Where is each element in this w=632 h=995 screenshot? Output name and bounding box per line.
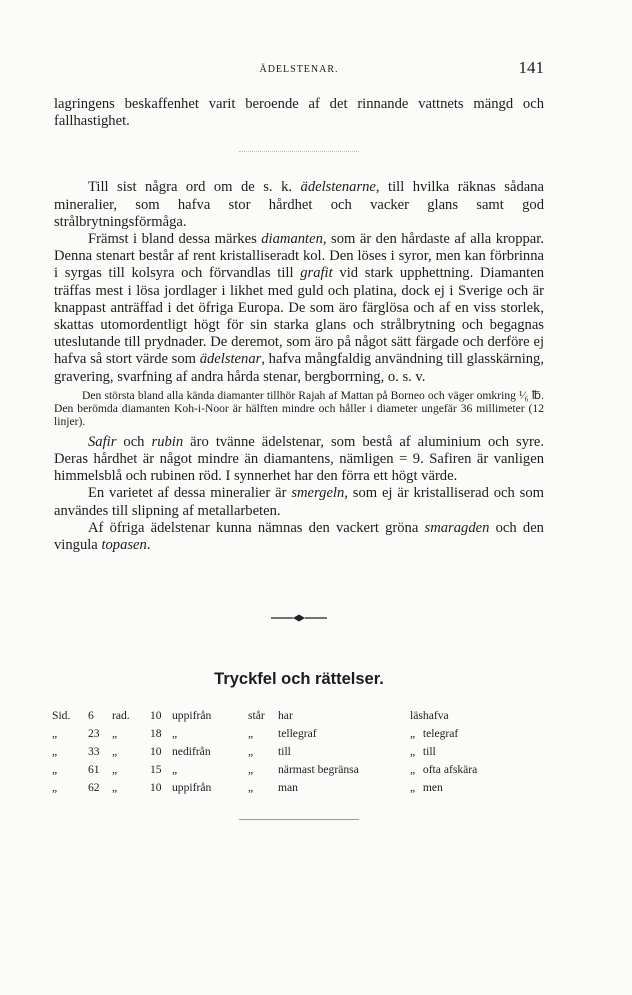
paragraph-diamant: Främst i bland dessa märkes diamanten, som är den hårdaste af alla kroppar. Denna stenart består af rent kristalliseradt kol. Den löses i syror, men kan förbrinna i syrgas till kolsyra och förvandlas till grafit vid stark upphettning. Diamanten träffas mest i lösa jordlager i likhet med guld och platina, dock ej i Sverige och är knappast anträffad i det öfriga Europa. De som äro färglösa och af en viss storlek, skattas utomordentligt högt för sin starka glans och strålbrytning och begagnas uteslutande till prydnader. De deremot, som äro på något sätt färgade och derföre ej hafva så stort värde som ädelstenar, hafva mångfaldig användning till glasskärning, gravering, svarfning af andra hårda stenar, bergborrning, o. s. v.	[54, 231, 544, 385]
errata-cell-las: „	[410, 745, 416, 759]
errata-cell-line: 18	[150, 727, 162, 741]
errata-cell-star: „	[248, 745, 254, 759]
errata-cell-star: „	[248, 727, 254, 741]
errata-cell-sid: „	[52, 727, 58, 741]
errata-cell-las: läs	[410, 709, 423, 723]
errata-cell-from: uppifrån	[172, 781, 212, 795]
errata-cell-right: men	[422, 781, 443, 795]
paragraph-smergel: En varietet af dessa mineralier är smergeln, som ej är kristalliserad och som användes till slipning af metallarbeten.	[54, 485, 544, 519]
running-title: ÄDELSTENAR.	[259, 64, 339, 75]
page-number: 141	[518, 58, 544, 77]
errata-cell-from: „	[172, 727, 178, 741]
errata-cell-from: „	[172, 763, 178, 777]
errata-cell-sid: „	[52, 781, 58, 795]
errata-cell-rad: „	[112, 781, 118, 795]
errata-cell-line: 10	[150, 745, 162, 759]
errata-cell-page: 6	[88, 709, 94, 723]
errata-row	[52, 781, 477, 799]
errata-cell-sid: Sid.	[52, 709, 71, 723]
errata-cell-right: hafva	[422, 709, 449, 723]
ornament-icon	[269, 613, 329, 623]
errata-cell-sid: „	[52, 745, 58, 759]
term-topasen: topasen	[101, 536, 147, 553]
ornament-divider	[54, 610, 544, 622]
errata-cell-from: nedifrån	[172, 745, 211, 759]
errata-row	[52, 763, 477, 781]
term-diamanten: diamanten	[261, 231, 323, 248]
term-grafit: grafit	[300, 265, 333, 282]
term-smergeln: smergeln	[291, 485, 345, 502]
errata-cell-right: till	[422, 745, 436, 759]
errata-cell-wrong: tellegraf	[278, 727, 317, 741]
errata-cell-star: står	[248, 709, 265, 723]
term-adelstenarne: ädelstenarne	[300, 179, 376, 196]
paragraph-ädelstenar-intro: Till sist några ord om de s. k. ädelstenarne, till hvilka räknas sådana mineralier, som hafva stor hårdhet och vacker glans samt god strålbrytningsförmåga.	[54, 179, 545, 230]
errata-cell-las: „	[410, 763, 416, 777]
errata-table	[52, 709, 477, 799]
errata-cell-wrong: man	[278, 781, 298, 795]
errata-cell-page: 62	[88, 781, 100, 795]
paragraph-smaragd-topas: Af öfriga ädelstenar kunna nämnas den vackert gröna smaragden och den vingula topasen.	[54, 519, 544, 553]
errata-cell-wrong: till	[278, 745, 291, 759]
errata-cell-las: „	[410, 727, 416, 741]
paragraph-safir-rubin: Safir och rubin äro tvänne ädelstenar, som bestå af aluminium och syre. Deras hårdhet är något mindre än diamantens, nämligen = 9. Safiren är vanligen himmelsblå och rubinen röd. I synnerhet har den förra ett högt värde.	[54, 433, 544, 485]
errata-cell-right: ofta afskära	[422, 763, 478, 777]
term-rubin: rubin	[151, 433, 184, 450]
errata-cell-wrong: närmast begränsa	[278, 763, 359, 777]
book-page	[54, 58, 544, 821]
paragraph-continuation: lagringens beskaffenhet varit beroende af det rinnande vattnets mängd och fallhastighet.	[54, 96, 544, 130]
errata-cell-from: uppifrån	[172, 709, 212, 723]
term-safir: Safir	[88, 433, 117, 450]
footnote-diamonds: Den största bland alla kända diamanter tillhör Rajah af Mattan på Borneo och väger omkring ¹⁄₆ ℔. Den berömda diamanten Koh-i-Noor är hälften mindre och håller i diameter ungefär 36 millimeter (12 linjer).	[54, 388, 544, 429]
term-smaragden: smaragden	[424, 519, 490, 536]
running-head	[54, 58, 544, 82]
errata-heading: Tryckfel och rättelser.	[214, 670, 384, 689]
bottom-rule	[239, 819, 359, 821]
errata-cell-las: „	[410, 781, 416, 795]
errata-cell-sid: „	[52, 763, 58, 777]
errata-cell-line: 15	[150, 763, 162, 777]
term-adelstenar: ädelstenar	[199, 351, 262, 368]
errata-cell-line: 10	[150, 781, 162, 795]
errata-cell-rad: rad.	[112, 709, 130, 723]
errata-cell-wrong: har	[278, 709, 293, 723]
errata-cell-page: 33	[88, 745, 100, 759]
errata-cell-rad: „	[112, 727, 118, 741]
errata-cell-star: „	[248, 781, 254, 795]
errata-row	[52, 727, 477, 745]
errata-row	[52, 709, 477, 727]
errata-cell-page: 23	[88, 727, 100, 741]
errata-cell-rad: „	[112, 745, 118, 759]
errata-cell-rad: „	[112, 763, 118, 777]
section-divider	[239, 151, 359, 153]
errata-cell-page: 61	[88, 763, 100, 777]
errata-row	[52, 745, 477, 763]
errata-cell-right: telegraf	[422, 727, 459, 741]
errata-cell-star: „	[248, 763, 254, 777]
errata-cell-line: 10	[150, 709, 162, 723]
